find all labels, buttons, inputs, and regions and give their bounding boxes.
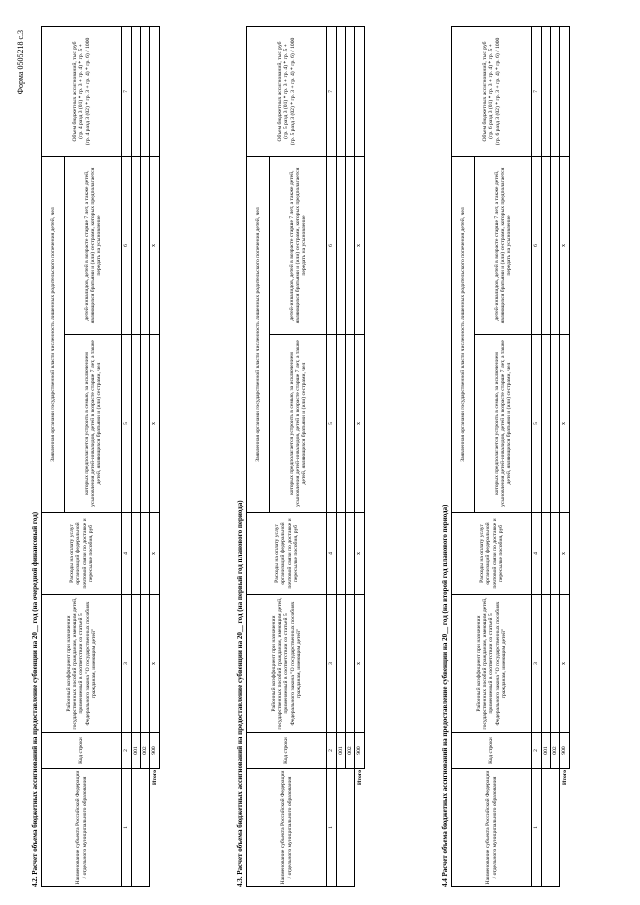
data-cell[interactable] xyxy=(141,595,150,733)
data-cell[interactable] xyxy=(132,595,141,733)
column-number: 6 xyxy=(532,156,542,334)
data-cell[interactable] xyxy=(542,26,551,156)
row-code: 002 xyxy=(551,733,560,769)
column-number: 7 xyxy=(122,26,132,156)
total-x-mark: x xyxy=(355,513,365,595)
column-number: 1 xyxy=(327,769,337,887)
header-col5: которых предполагается устроить в семью, за исключением усыновления детей-инвалидов, детей в возрасте старше 7 лет, а также детей, являющихся братьями и (или) сестрами, чел xyxy=(65,335,122,513)
column-number: 2 xyxy=(122,733,132,769)
data-cell[interactable] xyxy=(542,513,551,595)
calculation-table xyxy=(451,26,570,887)
header-subject: Наименование субъекта Российской Федерации / отдельного муниципального образования xyxy=(42,769,122,887)
header-volume xyxy=(42,26,122,156)
header-col6: детей-инвалидов, детей в возрасте старше 7 лет, а также детей, являющихся братьями и (или) сестрами, которых предполагается передать на усыновление xyxy=(475,156,532,334)
column-number: 7 xyxy=(327,26,337,156)
column-number: 3 xyxy=(122,595,132,733)
row-code: 002 xyxy=(346,733,355,769)
data-cell[interactable] xyxy=(551,156,560,334)
data-cell[interactable] xyxy=(337,595,346,733)
total-x-mark: x xyxy=(355,335,365,513)
data-cell[interactable] xyxy=(346,156,355,334)
header-col6: детей-инвалидов, детей в возрасте старше 7 лет, а также детей, являющихся братьями и (или) сестрами, которых предполагается передать на усыновление xyxy=(270,156,327,334)
column-number: 2 xyxy=(532,733,542,769)
data-cell[interactable] xyxy=(542,335,551,513)
calculation-table xyxy=(41,26,160,887)
volume-label: Объем бюджетных ассигнований, тыс руб xyxy=(277,41,284,142)
column-number: 2 xyxy=(327,733,337,769)
section-3 xyxy=(235,27,365,887)
column-number: 7 xyxy=(532,26,542,156)
section-title: 4.4 Расчет объема бюджетных ассигнований на предоставление субвенции на 20__ год (на второй год планового периода) xyxy=(441,504,449,887)
column-number: 4 xyxy=(327,513,337,595)
data-cell[interactable] xyxy=(542,595,551,733)
total-x-mark: x xyxy=(355,595,365,733)
total-label: Итого xyxy=(561,770,568,786)
header-children-group: Заявленная органами государственной власти численность лишенных родительского попечения детей, чел xyxy=(247,156,270,512)
calculation-table xyxy=(246,26,365,887)
header-subject: Наименование субъекта Российской Федерации / отдельного муниципального образования xyxy=(452,769,532,887)
column-number: 3 xyxy=(327,595,337,733)
form-number: Форма 0505218 с.3 xyxy=(16,30,25,95)
data-cell[interactable] xyxy=(141,513,150,595)
volume-formula-2: (гр. 5 разд 3 (02) * гр. 3 + гр. 4) * гр. 6) / 1000 xyxy=(289,37,296,146)
header-row-code: Код строки xyxy=(452,733,532,769)
total-row-code: 900 xyxy=(355,733,365,769)
total-x-mark: x xyxy=(560,335,570,513)
row-code: 002 xyxy=(141,733,150,769)
total-row-code: 900 xyxy=(150,733,160,769)
subject-cell[interactable] xyxy=(132,769,150,887)
header-children-group: Заявленная органами государственной власти численность лишенных родительского попечения детей, чел xyxy=(42,156,65,512)
header-volume xyxy=(247,26,327,156)
header-col6: детей-инвалидов, детей в возрасте старше 7 лет, а также детей, являющихся братьями и (или) сестрами, которых предполагается передать на усыновление xyxy=(65,156,122,334)
data-cell[interactable] xyxy=(346,335,355,513)
data-cell[interactable] xyxy=(551,26,560,156)
column-number: 5 xyxy=(327,335,337,513)
total-volume-cell[interactable] xyxy=(560,26,570,156)
header-subject: Наименование субъекта Российской Федерации / отдельного муниципального образования xyxy=(247,769,327,887)
section-title: 4.3. Расчет объема бюджетных ассигнований на предоставление субвенции на 20__ год (на первый год планового периода) xyxy=(236,500,244,887)
data-cell[interactable] xyxy=(346,513,355,595)
column-number: 5 xyxy=(122,335,132,513)
total-row-code: 900 xyxy=(560,733,570,769)
column-number: 3 xyxy=(532,595,542,733)
header-volume xyxy=(452,26,532,156)
header-delivery-costs: Расходы на оплату услуг организаций федеральной почтовой связи по доставке и пересылке пособия, руб xyxy=(247,513,327,595)
total-x-mark: x xyxy=(150,595,160,733)
subject-cell[interactable] xyxy=(542,769,560,887)
data-cell[interactable] xyxy=(132,26,141,156)
column-number: 6 xyxy=(122,156,132,334)
total-x-mark: x xyxy=(560,513,570,595)
header-coefficient: Районный коэффициент при назначении государственных пособий гражданам, имеющим детей, применяемый в соответствии со статьей 5 Федерального закона "О государственных пособиях гражданам, имеющим детей" xyxy=(247,595,327,733)
subject-cell[interactable] xyxy=(337,769,355,887)
data-cell[interactable] xyxy=(141,156,150,334)
section-4 xyxy=(440,27,570,887)
volume-label: Объем бюджетных ассигнований, тыс руб xyxy=(482,41,489,142)
total-x-mark: x xyxy=(560,595,570,733)
data-cell[interactable] xyxy=(337,26,346,156)
column-number: 5 xyxy=(532,335,542,513)
volume-label: Объем бюджетных ассигнований, тыс руб xyxy=(72,41,79,142)
header-delivery-costs: Расходы на оплату услуг организаций федеральной почтовой связи по доставке и пересылке пособия, руб xyxy=(452,513,532,595)
section-2 xyxy=(30,27,160,887)
data-cell[interactable] xyxy=(346,26,355,156)
volume-formula-2: (гр. 6 разд 3 (02) * гр. 3 + гр. 4) * гр. 6) / 1000 xyxy=(494,37,501,146)
data-cell[interactable] xyxy=(141,26,150,156)
column-number: 1 xyxy=(532,769,542,887)
data-cell[interactable] xyxy=(337,513,346,595)
total-label: Итого xyxy=(151,770,158,786)
data-cell[interactable] xyxy=(132,513,141,595)
total-volume-cell[interactable] xyxy=(355,26,365,156)
volume-formula-1: (гр. 6 разд 3 (01) * гр. 3 + гр. 4) * гр. 5 + xyxy=(488,44,495,139)
data-cell[interactable] xyxy=(132,156,141,334)
header-row-code: Код строки xyxy=(42,733,122,769)
total-volume-cell[interactable] xyxy=(150,26,160,156)
section-title: 4.2. Расчет объема бюджетных ассигнований на предоставление субвенции на 20__ год (на очередной финансовый год) xyxy=(31,511,39,887)
column-number: 4 xyxy=(532,513,542,595)
volume-formula-1: (гр. 5 разд 3 (01) * гр. 3 + гр. 4) * гр. 5 + xyxy=(283,44,290,139)
data-cell[interactable] xyxy=(551,513,560,595)
column-number: 6 xyxy=(327,156,337,334)
data-cell[interactable] xyxy=(346,595,355,733)
volume-formula-1: (гр. 4 разд 3 (01) * гр. 3 + гр. 4) * гр. 5 + xyxy=(78,44,85,139)
data-cell[interactable] xyxy=(132,335,141,513)
data-cell[interactable] xyxy=(542,156,551,334)
data-cell[interactable] xyxy=(551,595,560,733)
header-col5: которых предполагается устроить в семью, за исключением усыновления детей-инвалидов, детей в возрасте старше 7 лет, а также детей, являющихся братьями и (или) сестрами, чел xyxy=(475,335,532,513)
data-cell[interactable] xyxy=(337,335,346,513)
column-number: 1 xyxy=(122,769,132,887)
row-code: 001 xyxy=(337,733,346,769)
total-x-mark: x xyxy=(560,156,570,334)
row-code: 001 xyxy=(132,733,141,769)
row-code: 001 xyxy=(542,733,551,769)
data-cell[interactable] xyxy=(551,335,560,513)
data-cell[interactable] xyxy=(337,156,346,334)
total-x-mark: x xyxy=(150,335,160,513)
data-cell[interactable] xyxy=(141,335,150,513)
total-x-mark: x xyxy=(150,156,160,334)
header-delivery-costs: Расходы на оплату услуг организаций федеральной почтовой связи по доставке и пересылке пособия, руб xyxy=(42,513,122,595)
volume-formula-2: (гр. 4 разд 3 (02) * гр. 3 + гр. 4) * гр. 6) / 1000 xyxy=(84,37,91,146)
header-children-group: Заявленная органами государственной власти численность лишенных родительского попечения детей, чел xyxy=(452,156,475,512)
total-label: Итого xyxy=(356,770,363,786)
header-coefficient: Районный коэффициент при назначении государственных пособий гражданам, имеющим детей, применяемый в соответствии со статьей 5 Федерального закона "О государственных пособиях гражданам, имеющим детей" xyxy=(42,595,122,733)
column-number: 4 xyxy=(122,513,132,595)
total-x-mark: x xyxy=(150,513,160,595)
total-x-mark: x xyxy=(355,156,365,334)
header-coefficient: Районный коэффициент при назначении государственных пособий гражданам, имеющим детей, применяемый в соответствии со статьей 5 Федерального закона "О государственных пособиях гражданам, имеющим детей" xyxy=(452,595,532,733)
header-col5: которых предполагается устроить в семью, за исключением усыновления детей-инвалидов, детей в возрасте старше 7 лет, а также детей, являющихся братьями и (или) сестрами, чел xyxy=(270,335,327,513)
header-row-code: Код строки xyxy=(247,733,327,769)
